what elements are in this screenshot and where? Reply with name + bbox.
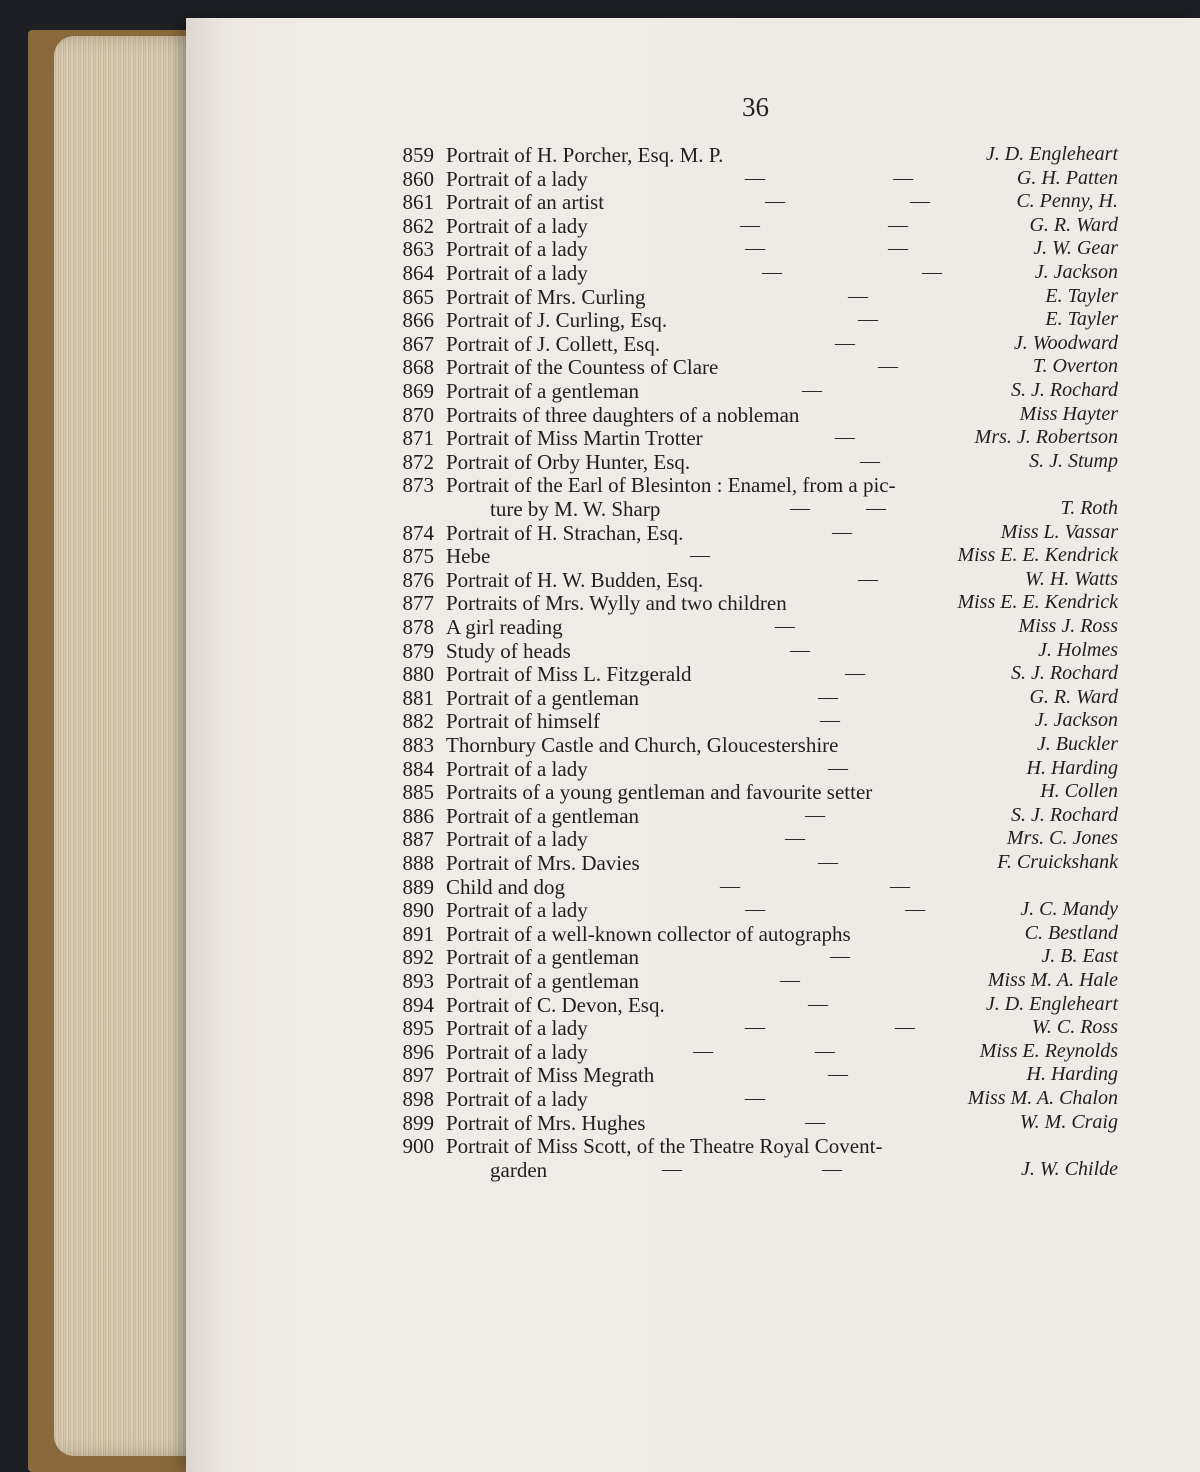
entry-title: Portrait of a lady (446, 166, 588, 191)
leader-dash: — (888, 237, 908, 260)
entry-artist: G. H. Patten (1016, 166, 1118, 189)
entry-title: Portrait of Mrs. Curling (446, 284, 646, 309)
catalogue-entry (0, 285, 1200, 309)
catalogue-entry (0, 261, 1200, 285)
entry-artist: C. Bestland (1024, 921, 1118, 944)
leader-dash: — (818, 685, 838, 708)
entry-artist: S. J. Stump (1029, 449, 1118, 472)
leader-dash: — (690, 544, 710, 567)
catalogue-entry (0, 167, 1200, 191)
entry-title: Hebe (446, 544, 491, 569)
leader-dash: — (830, 945, 850, 968)
entry-artist: J. Buckler (1036, 733, 1118, 755)
catalogue-entry (0, 190, 1200, 214)
entry-artist: Miss M. A. Chalon (967, 1087, 1118, 1109)
entry-number: 893 (402, 969, 434, 993)
entry-title: Portrait of a lady (446, 756, 588, 781)
entry-title: Portrait of H. Strachan, Esq. (446, 520, 684, 545)
leader-dash: — (745, 1087, 765, 1109)
entry-title: Portrait of H. W. Budden, Esq. (446, 567, 704, 592)
entry-title: Portraits of three daughters of a nobleman (446, 402, 800, 427)
catalogue-entry (0, 733, 1200, 757)
leader-dash: — (808, 992, 828, 1015)
leader-dash: — (835, 426, 855, 449)
page-number: 36 (742, 92, 769, 122)
entry-number: 888 (402, 851, 434, 875)
entry-title: Portrait of an artist (446, 190, 605, 215)
entry-title: Portrait of a well-known collector of autographs (446, 921, 851, 946)
leader-dash: — (805, 803, 825, 826)
entry-artist: F. Cruickshank (997, 851, 1118, 873)
catalogue-entry-continuation (0, 1158, 1200, 1182)
catalogue-entry (0, 237, 1200, 261)
entry-title: Portrait of a lady (446, 1087, 588, 1111)
entry-title: Portrait of Orby Hunter, Esq. (446, 449, 691, 474)
entry-artist: J. Jackson (1034, 261, 1118, 283)
entry-number: 881 (402, 685, 434, 710)
entry-title: Portrait of a gentleman (446, 969, 640, 993)
catalogue-entry (0, 214, 1200, 238)
catalogue-entry (0, 639, 1200, 663)
entry-title: Portrait of a gentleman (446, 379, 640, 403)
entry-number: 892 (402, 945, 434, 970)
entry-number: 863 (402, 237, 434, 262)
entry-title: Portrait of Miss Martin Trotter (446, 426, 703, 451)
entry-artist: W. M. Craig (1019, 1110, 1118, 1133)
leader-dash: — (848, 284, 868, 307)
leader-dash: — (745, 898, 765, 921)
leader-dash: — (910, 190, 930, 213)
entry-number: 880 (402, 662, 434, 687)
catalogue-entry (0, 804, 1200, 828)
entry-artist: C. Penny, H. (1016, 190, 1118, 213)
entry-number: 895 (402, 1016, 434, 1041)
leader-dash: — (802, 379, 822, 401)
catalogue-entry (0, 426, 1200, 450)
catalogue-entry (0, 568, 1200, 592)
entry-title: Portrait of Miss Megrath (446, 1063, 655, 1088)
entry-artist: T. Overton (1032, 355, 1118, 378)
leader-dash: — (775, 615, 795, 637)
leader-dash: — (740, 213, 760, 236)
entry-artist: J. B. East (1041, 945, 1118, 968)
entry-artist: Miss E. Reynolds (979, 1039, 1118, 1062)
leader-dash: — (828, 1063, 848, 1086)
entry-title: Portrait of a lady (446, 213, 588, 238)
catalogue-entry (0, 1134, 1200, 1158)
leader-dash: — (818, 851, 838, 873)
entry-title: Portraits of a young gentleman and favourite setter (446, 780, 873, 805)
leader-dash: — (860, 449, 880, 472)
leader-dash: — (785, 827, 805, 850)
entry-title: Portrait of Mrs. Hughes (446, 1110, 646, 1135)
entry-number: 890 (402, 898, 434, 923)
entry-artist: Miss Hayter (1019, 402, 1118, 425)
entry-number: 871 (402, 426, 434, 451)
entry-title: Portrait of a lady (446, 237, 588, 262)
entry-artist: Mrs. C. Jones (1006, 827, 1118, 850)
entry-artist: S. J. Rochard (1010, 662, 1118, 685)
entry-title: Study of heads (446, 638, 571, 663)
leader-dash: — (888, 213, 908, 236)
leader-dash: — (745, 166, 765, 189)
entry-number: 885 (402, 780, 434, 805)
entry-artist: J. D. Engleheart (985, 992, 1118, 1015)
catalogue-entry (0, 898, 1200, 922)
leader-dash: — (693, 1039, 713, 1062)
leader-dash: — (820, 709, 840, 732)
entry-number: 879 (402, 638, 434, 663)
entry-artist: Miss E. E. Kendrick (957, 591, 1118, 614)
leader-dash: — (745, 1016, 765, 1039)
leader-dash: — (878, 355, 898, 378)
catalogue-entry (0, 945, 1200, 969)
leader-dash: — (832, 520, 852, 543)
leader-dash: — (822, 1157, 842, 1180)
entry-artist: H. Harding (1026, 756, 1118, 779)
leader-dash: — (866, 497, 886, 519)
entry-number: 868 (402, 355, 434, 380)
leader-dash: — (720, 874, 740, 897)
catalogue-entry (0, 757, 1200, 781)
entry-number: 898 (402, 1087, 434, 1111)
entry-title: Portrait of Mrs. Davies (446, 851, 640, 875)
catalogue-entry (0, 591, 1200, 615)
entry-title: Portrait of a lady (446, 261, 588, 285)
catalogue-entry (0, 1040, 1200, 1064)
catalogue-entry (0, 143, 1200, 167)
leader-dash: — (858, 567, 878, 590)
entry-number: 884 (402, 756, 434, 781)
entry-title: Portrait of the Countess of Clare (446, 355, 719, 380)
entry-number: 883 (402, 733, 434, 757)
catalogue-entry (0, 332, 1200, 356)
entry-title: Portrait of H. Porcher, Esq. M. P. (446, 143, 724, 167)
leader-dash: — (762, 261, 782, 283)
entry-artist: W. H. Watts (1025, 567, 1118, 590)
entry-artist: H. Harding (1026, 1063, 1118, 1086)
entry-number: 878 (402, 615, 434, 639)
leader-dash: — (662, 1157, 682, 1180)
entry-number: 891 (402, 921, 434, 946)
leader-dash: — (858, 308, 878, 331)
entry-artist: Miss E. E. Kendrick (957, 544, 1118, 567)
entry-title: Portrait of J. Curling, Esq. (446, 308, 668, 333)
entry-title: Portrait of Miss Scott, of the Theatre Royal Covent- (446, 1134, 883, 1159)
leader-dash: — (790, 497, 810, 519)
entry-title: A girl reading (446, 615, 563, 639)
entry-artist: J. W. Gear (1033, 237, 1118, 260)
entry-title: Portrait of a gentleman (446, 685, 640, 710)
entry-number: 873 (402, 473, 434, 498)
leader-dash: — (780, 969, 800, 991)
entry-artist: Miss J. Ross (1018, 615, 1118, 637)
catalogue-entry (0, 1016, 1200, 1040)
entry-title: Portrait of a lady (446, 898, 588, 923)
entry-number: 882 (402, 709, 434, 734)
entry-title-continuation: ture by M. W. Sharp (490, 497, 661, 521)
catalogue-entry (0, 615, 1200, 639)
catalogue-entry (0, 662, 1200, 686)
catalogue-entry (0, 969, 1200, 993)
entry-artist: G. R. Ward (1029, 213, 1118, 236)
entry-title: Portrait of himself (446, 709, 600, 734)
entry-artist: S. J. Rochard (1010, 803, 1118, 826)
entry-title: Portraits of Mrs. Wylly and two children (446, 591, 787, 616)
catalogue-entry (0, 709, 1200, 733)
entry-artist: H. Collen (1040, 780, 1118, 803)
entry-artist: J. Holmes (1038, 638, 1118, 661)
entry-artist: J. W. Childe (1020, 1157, 1118, 1180)
entry-artist: J. Jackson (1034, 709, 1118, 732)
catalogue-entry (0, 780, 1200, 804)
entry-number: 869 (402, 379, 434, 403)
entry-artist: E. Tayler (1045, 308, 1118, 331)
entry-artist: Miss M. A. Hale (987, 969, 1118, 991)
leader-dash: — (765, 190, 785, 213)
entry-number: 874 (402, 520, 434, 545)
leader-dash: — (745, 237, 765, 260)
catalogue-entry (0, 473, 1200, 497)
entry-number: 887 (402, 827, 434, 852)
leader-dash: — (835, 331, 855, 354)
entry-title: Portrait of the Earl of Blesinton : Enamel, from a pic- (446, 473, 896, 498)
leader-dash: — (893, 166, 913, 189)
catalogue-entry (0, 1087, 1200, 1111)
entry-number: 866 (402, 308, 434, 333)
leader-dash: — (790, 638, 810, 661)
leader-dash: — (905, 898, 925, 921)
entry-title: Portrait of J. Collett, Esq. (446, 331, 661, 356)
entry-number: 861 (402, 190, 434, 215)
entry-title: Portrait of C. Devon, Esq. (446, 992, 665, 1017)
entry-title: Child and dog (446, 874, 565, 899)
entry-artist: Mrs. J. Robertson (974, 426, 1118, 449)
entry-artist: T. Roth (1060, 497, 1118, 519)
leader-dash: — (815, 1039, 835, 1062)
entry-number: 870 (402, 402, 434, 427)
catalogue-entry (0, 851, 1200, 875)
catalogue-entry (0, 875, 1200, 899)
entry-number: 900 (402, 1134, 434, 1159)
entry-number: 886 (402, 803, 434, 828)
entry-artist: J. Woodward (1013, 331, 1118, 354)
entry-artist: S. J. Rochard (1010, 379, 1118, 401)
entry-artist: E. Tayler (1045, 284, 1118, 307)
entry-title: Portrait of a gentleman (446, 803, 640, 828)
leader-dash: — (805, 1110, 825, 1133)
entry-number: 876 (402, 567, 434, 592)
entry-number: 862 (402, 213, 434, 238)
entry-title: Portrait of Miss L. Fitzgerald (446, 662, 692, 687)
catalogue-entry (0, 686, 1200, 710)
entry-number: 894 (402, 992, 434, 1017)
catalogue-entry (0, 827, 1200, 851)
entry-title: Thornbury Castle and Church, Gloucestershire (446, 733, 839, 757)
entry-number: 889 (402, 874, 434, 899)
entry-number: 897 (402, 1063, 434, 1088)
entry-number: 896 (402, 1039, 434, 1064)
entry-title: Portrait of a lady (446, 827, 588, 852)
entry-artist: W. C. Ross (1032, 1016, 1118, 1039)
entry-number: 877 (402, 591, 434, 616)
entry-number: 864 (402, 261, 434, 285)
leader-dash: — (845, 662, 865, 685)
entry-number: 867 (402, 331, 434, 356)
catalogue-entry-continuation (0, 497, 1200, 521)
entry-number: 859 (402, 143, 434, 167)
leader-dash: — (922, 261, 942, 283)
entry-artist: G. R. Ward (1029, 685, 1118, 708)
catalogue-entry (0, 1111, 1200, 1135)
leader-dash: — (890, 874, 910, 897)
entry-artist: J. D. Engleheart (985, 143, 1118, 165)
entry-number: 875 (402, 544, 434, 569)
leader-dash: — (828, 756, 848, 779)
entry-number: 865 (402, 284, 434, 309)
entry-number: 860 (402, 166, 434, 191)
catalogue-entry (0, 355, 1200, 379)
catalogue-entry (0, 379, 1200, 403)
catalogue-entry (0, 544, 1200, 568)
catalogue-entry (0, 1063, 1200, 1087)
entry-artist: Miss L. Vassar (1000, 520, 1118, 543)
leader-dash: — (895, 1016, 915, 1039)
entry-number: 872 (402, 449, 434, 474)
catalogue-entry (0, 521, 1200, 545)
catalogue-entry (0, 450, 1200, 474)
entry-title: Portrait of a lady (446, 1016, 588, 1041)
entry-title: Portrait of a lady (446, 1039, 588, 1064)
catalogue-entry (0, 993, 1200, 1017)
entry-number: 899 (402, 1110, 434, 1135)
catalogue-entry (0, 308, 1200, 332)
entry-title: Portrait of a gentleman (446, 945, 640, 970)
catalogue-entry (0, 922, 1200, 946)
entry-title-continuation: garden (490, 1157, 548, 1182)
entry-artist: J. C. Mandy (1020, 898, 1118, 921)
catalogue-entry (0, 403, 1200, 427)
